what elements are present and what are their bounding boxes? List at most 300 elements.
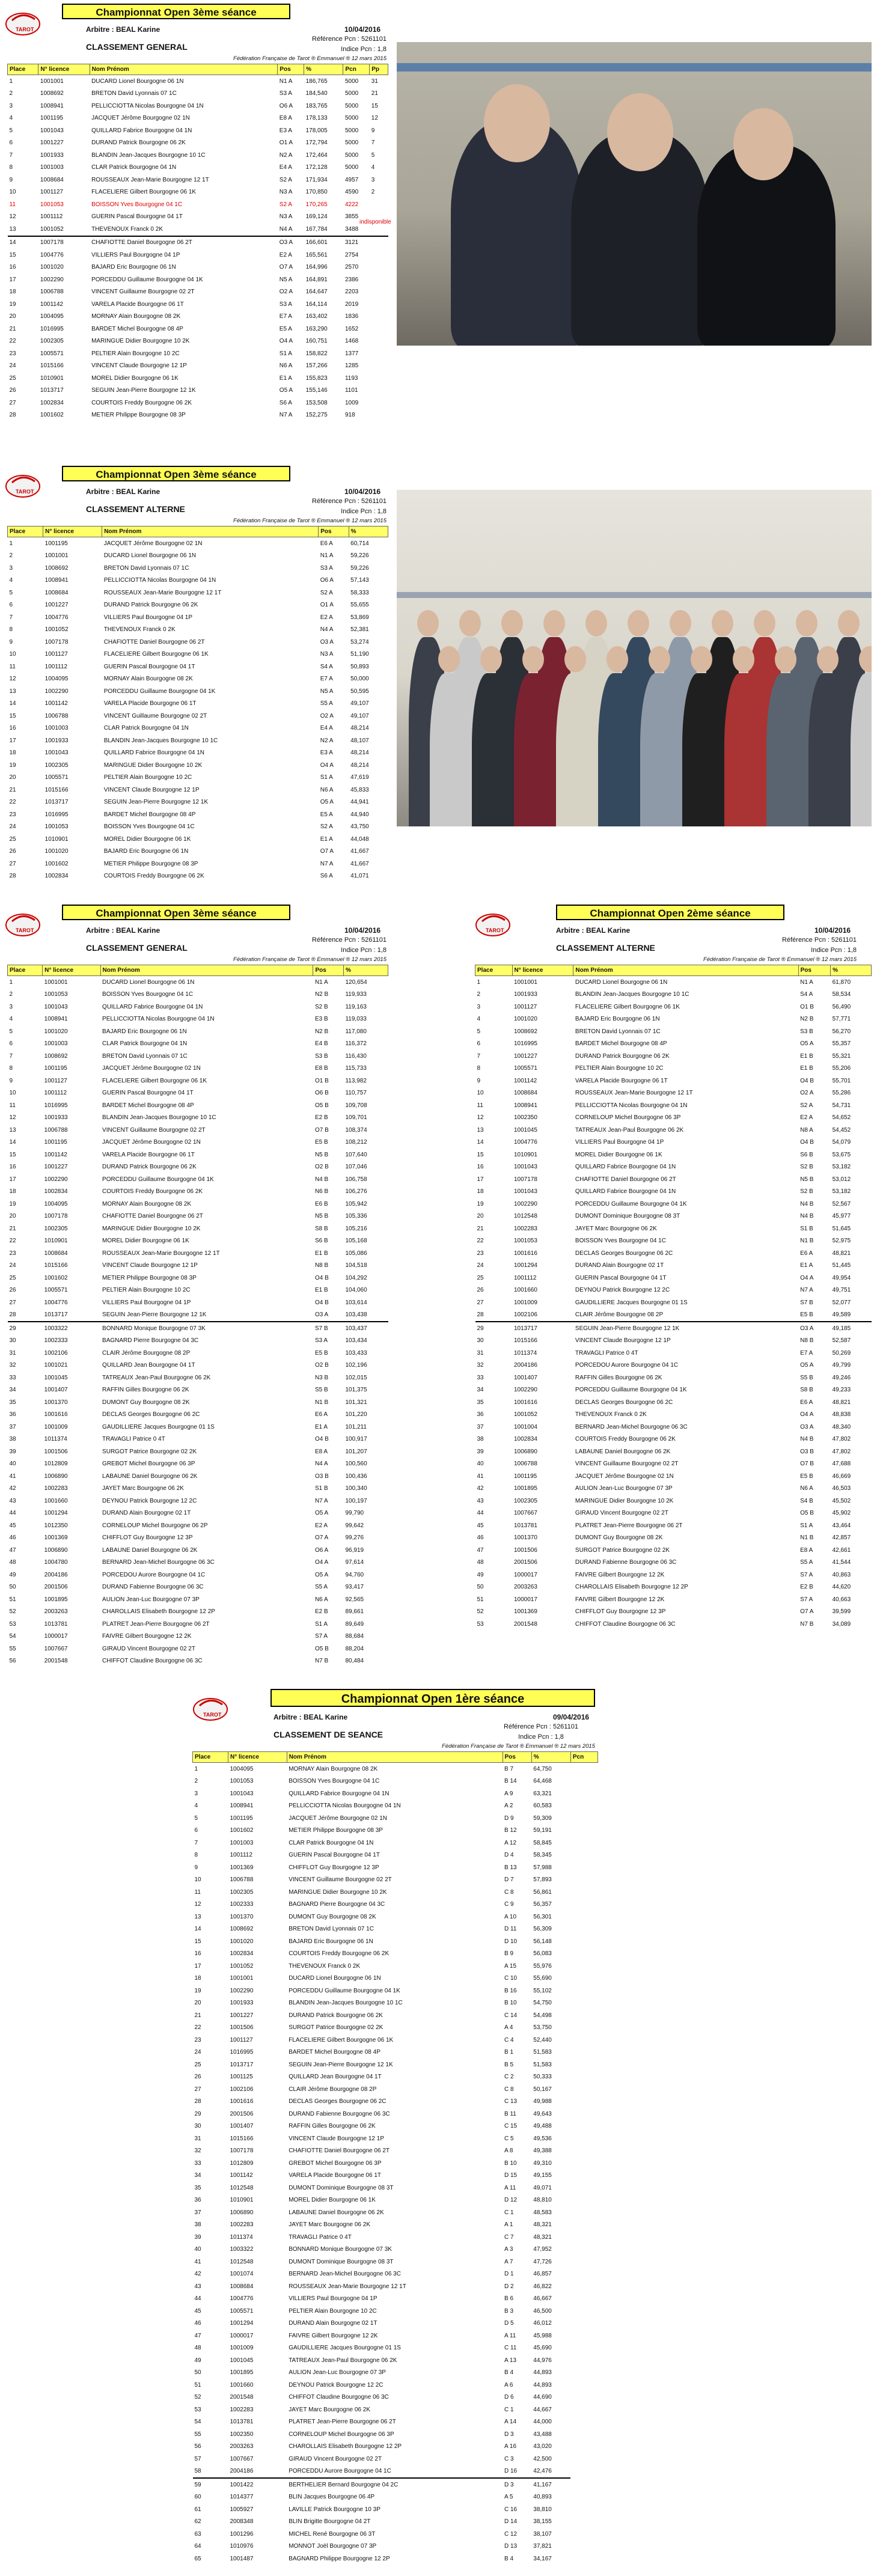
table-cell: 36 — [194, 2197, 201, 2204]
results-table — [7, 526, 388, 882]
table-cell: 110,757 — [345, 1090, 367, 1097]
table-cell: 59,226 — [350, 564, 369, 572]
table-row — [193, 1911, 598, 1923]
table-cell: 13 — [194, 1913, 201, 1920]
table-cell: 3 — [371, 176, 375, 183]
table-cell: 88,684 — [345, 1633, 364, 1640]
table-cell: 1007178 — [44, 1213, 68, 1220]
table-row — [8, 1519, 388, 1532]
table-cell: 1010901 — [40, 374, 64, 382]
table-cell: 12 — [9, 213, 16, 221]
table-cell: E6 A — [314, 1411, 328, 1418]
table-cell: 54 — [9, 1633, 16, 1640]
table-cell: C 10 — [504, 1975, 518, 1982]
table-cell: E5 B — [314, 1349, 328, 1357]
table-cell: 1012809 — [230, 2159, 254, 2167]
table-cell: 1001506 — [230, 2024, 254, 2031]
table-cell: 1009 — [344, 399, 359, 406]
table-cell: 7 — [194, 1839, 198, 1846]
table-cell: 166,601 — [305, 239, 328, 246]
table-cell: 56,083 — [533, 1950, 552, 1958]
table-row — [8, 1322, 388, 1335]
table-cell: 29 — [194, 2110, 201, 2117]
table-cell: 1004776 — [514, 1139, 537, 1146]
table-cell: DURAND Fabienne Bourgogne 06 3C — [289, 2110, 390, 2117]
table-cell: 89,649 — [345, 1620, 364, 1628]
table-cell: PLATRET Jean-Pierre Bourgogne 06 2T — [102, 1620, 210, 1628]
table-cell: 63 — [194, 2530, 201, 2538]
table-row — [193, 1985, 598, 1997]
table-cell: 51,583 — [533, 2061, 552, 2068]
table-cell: 23 — [477, 1250, 484, 1257]
table-cell: B 7 — [504, 1765, 514, 1772]
table-cell: JAYET Marc Bourgogne 06 2K — [102, 1485, 184, 1492]
table-cell — [370, 286, 388, 299]
federation-note: Fédération Française de Tarot ® Emmanuel ® 12 mars 2015 — [703, 956, 857, 963]
table-cell: 49,246 — [832, 1374, 851, 1381]
table-cell: 65 — [194, 2555, 201, 2562]
table-row — [193, 2194, 598, 2207]
table-cell: 24 — [194, 2049, 201, 2056]
table-cell: 183,765 — [305, 102, 328, 109]
table-cell: JACQUET Jérôme Bourgogne 02 1N — [575, 1473, 674, 1480]
table-cell: 55,976 — [533, 1962, 552, 1970]
table-row — [8, 649, 388, 661]
table-cell: 6 — [194, 1827, 198, 1834]
table-row — [8, 685, 388, 698]
table-cell: 43,488 — [533, 2431, 552, 2438]
table-cell: 46 — [477, 1534, 484, 1542]
table-cell: 1002290 — [44, 688, 69, 695]
table-cell: 1008692 — [514, 1028, 537, 1035]
table-cell: 1001195 — [44, 540, 68, 547]
table-cell: N3 A — [279, 213, 293, 221]
table-cell: 9 — [9, 1077, 13, 1084]
table-cell: 11 — [194, 1888, 201, 1896]
table-cell: 50 — [9, 1584, 16, 1591]
table-cell: 46,669 — [832, 1473, 851, 1480]
table-cell: 5000 — [344, 78, 359, 85]
table-cell: 28 — [475, 1309, 513, 1322]
table-cell: 1001052 — [230, 1962, 254, 1970]
table-cell: 32 — [9, 1362, 16, 1369]
table-cell: E4 B — [314, 1040, 328, 1048]
table-cell: 49,107 — [350, 700, 369, 707]
table-row — [193, 1812, 598, 1825]
table-row — [475, 1087, 872, 1100]
table-cell: 50,167 — [533, 2086, 552, 2093]
table-cell: 1013781 — [230, 2419, 254, 2426]
table-cell: 1001369 — [230, 1864, 254, 1871]
table-header — [475, 965, 872, 976]
table-row — [475, 1581, 872, 1594]
table-row — [8, 137, 388, 150]
table-cell: 1002290 — [514, 1387, 537, 1394]
table-cell: 160,751 — [305, 338, 328, 345]
table-cell: 50,269 — [832, 1349, 851, 1357]
table-cell: 35 — [9, 1399, 16, 1406]
table-cell: CHIFFOT Claudine Bourgogne 06 3C — [289, 2394, 389, 2401]
table-cell: 1001407 — [44, 1387, 68, 1394]
table-cell: O7 B — [800, 1460, 814, 1468]
table-cell: 108,374 — [345, 1126, 367, 1134]
table-cell: 99,276 — [345, 1534, 364, 1542]
table-cell: 8 — [9, 1065, 13, 1072]
table-cell: 1001616 — [514, 1250, 537, 1257]
table-cell: BARDET Michel Bourgogne 08 4P — [289, 2049, 380, 2056]
table-cell: 1016995 — [44, 811, 69, 818]
table-cell: 41,667 — [350, 848, 369, 855]
table-cell: THEVENOUX Franck 0 2K — [289, 1962, 361, 1970]
table-cell: 19 — [194, 1987, 201, 1994]
table-cell: 60,583 — [533, 1802, 552, 1810]
table-row — [8, 409, 388, 422]
table-row — [475, 1309, 872, 1322]
table-cell: 5 — [9, 127, 13, 134]
table-cell: 93,417 — [345, 1584, 364, 1591]
table-cell: 36 — [9, 1411, 16, 1418]
table-cell: 1001895 — [44, 1596, 68, 1603]
table-cell: 48 — [477, 1559, 484, 1566]
table-cell: 44,893 — [533, 2369, 552, 2376]
table-cell: 1001052 — [38, 223, 90, 236]
table-cell: 1001003 — [40, 164, 64, 171]
table-cell: TRAVAGLI Patrice 0 4T — [102, 1436, 165, 1443]
table-cell: 1008684 — [230, 2283, 254, 2290]
table-row — [193, 2330, 598, 2342]
table-cell: JACQUET Jérôme Bourgogne 02 1N — [289, 1814, 387, 1822]
table-cell: S3 A — [314, 1337, 328, 1344]
table-cell: E7 A — [279, 313, 292, 320]
table-cell: O2 A — [279, 288, 293, 296]
table-cell: VINCENT Claude Bourgogne 12 1P — [102, 1262, 198, 1269]
table-cell: S6 A — [320, 873, 333, 880]
table-cell: O5 A — [320, 799, 334, 806]
table-cell: DUMONT Guy Bourgogne 08 2K — [289, 1913, 376, 1920]
table-row — [8, 236, 388, 249]
table-row — [8, 1038, 388, 1051]
table-cell: 43,464 — [832, 1522, 851, 1529]
table-row — [8, 1260, 388, 1272]
table-row — [8, 624, 388, 636]
table-cell: VILLIERS Paul Bourgogne 04 1P — [102, 1299, 191, 1306]
table-cell: S7 A — [800, 1596, 813, 1603]
table-cell: O2 A — [320, 712, 334, 719]
column-header: Pcn — [570, 1752, 597, 1763]
table-cell: MORNAY Alain Bourgogne 08 2K — [91, 313, 181, 320]
table-cell: QUILLARD Fabrice Bourgogne 04 1N — [289, 1790, 390, 1797]
table-cell: 157,266 — [305, 362, 328, 370]
table-cell: CLAR Patrick Bourgogne 04 1N — [103, 725, 189, 732]
table-cell: 46,500 — [533, 2307, 552, 2315]
table-row — [8, 661, 388, 673]
table-cell: 1015166 — [44, 1262, 68, 1269]
table-cell: BOISSON Yves Bourgogne 04 1C — [102, 991, 194, 998]
table-cell: PORCEDOU Aurore Bourgogne 04 1C — [102, 1571, 206, 1578]
table-cell: DUCARD Lionel Bourgogne 06 1N — [103, 552, 197, 560]
table-cell: O5 A — [279, 387, 293, 394]
table-cell: 1006788 — [40, 288, 64, 296]
table-cell: 50 — [194, 2369, 201, 2376]
table-cell: 5000 — [344, 127, 359, 134]
table-cell: 1008684 — [40, 176, 64, 183]
table-cell: CLAR Patrick Bourgogne 04 1N — [289, 1839, 374, 1846]
table-cell: LABAUNE Daniel Bourgogne 06 2K — [102, 1473, 198, 1480]
table-cell: 52,077 — [832, 1299, 851, 1306]
table-cell: C 12 — [504, 2530, 518, 2538]
table-cell: 37 — [9, 1423, 16, 1430]
table-cell: 1001506 — [44, 1448, 68, 1455]
table-cell: DURAND Patrick Bourgogne 06 2K — [102, 1164, 197, 1171]
table-cell: 172,128 — [305, 164, 328, 171]
table-cell: BERNARD Jean-Michel Bourgogne 06 3C — [102, 1559, 215, 1566]
table-row — [8, 1593, 388, 1606]
table-row — [8, 298, 388, 311]
table-cell: 25 — [194, 2061, 201, 2068]
table-cell: 44,976 — [533, 2357, 552, 2364]
table-row — [193, 2367, 598, 2379]
table-row — [193, 2219, 598, 2232]
table-cell: E1 B — [314, 1287, 328, 1294]
table-cell: N6 A — [320, 786, 334, 793]
table-cell: 19 — [477, 1200, 484, 1207]
table-cell: BARDET Michel Bourgogne 08 4P — [91, 325, 183, 332]
table-cell: 97,614 — [345, 1559, 364, 1566]
table-cell: 1001004 — [514, 1423, 537, 1430]
table-cell: 30 — [9, 1337, 16, 1344]
table-cell: 1001074 — [230, 2271, 254, 2278]
table-cell: E7 A — [800, 1349, 813, 1357]
table-cell: N5 B — [314, 1213, 329, 1220]
table-cell: 109,708 — [345, 1102, 367, 1109]
table-cell: 55,690 — [533, 1975, 552, 1982]
table-cell: N2 A — [320, 737, 334, 744]
table-cell: 5000 — [344, 102, 359, 109]
table-cell: 29 — [477, 1325, 484, 1332]
table-cell: 1001616 — [514, 1399, 537, 1406]
table-cell: A 11 — [504, 2332, 516, 2339]
table-cell: 1001660 — [44, 1497, 68, 1504]
table-cell: 5 — [194, 1814, 198, 1822]
table-cell: 92,565 — [345, 1596, 364, 1603]
table-cell — [370, 298, 388, 311]
table-cell: 1002834 — [514, 1436, 537, 1443]
table-cell: CHAFIOTTE Daniel Bourgogne 06 2T — [575, 1176, 676, 1183]
table-row — [8, 1137, 388, 1149]
table-row — [193, 1997, 598, 2010]
table-header — [8, 64, 388, 75]
table-cell: 49,107 — [350, 712, 369, 719]
table-row — [8, 710, 388, 722]
table-cell: DURAND Patrick Bourgogne 06 2K — [91, 139, 186, 147]
table-cell: GAUDILLIERE Jacques Bourgogne 01 1S — [289, 2345, 401, 2352]
table-cell: 1008692 — [230, 1926, 254, 1933]
table-cell: 17 — [9, 737, 16, 744]
table-cell: 18 — [477, 1188, 484, 1195]
table-cell: 1001043 — [230, 1790, 254, 1797]
table-cell: JAYET Marc Bourgogne 06 2K — [575, 1225, 657, 1232]
table-row — [193, 1787, 598, 1800]
table-cell: RAFFIN Gilles Bourgogne 06 2K — [575, 1374, 662, 1381]
table-cell: N3 A — [279, 189, 293, 196]
table-cell: 1002305 — [44, 1225, 68, 1232]
table-cell: BRETON David Lyonnais 07 1C — [102, 1052, 188, 1060]
table-cell: 1008941 — [230, 1802, 254, 1810]
table-cell: 1001616 — [230, 2098, 254, 2105]
table-cell: DUMONT Guy Bourgogne 08 2K — [575, 1534, 663, 1542]
table-cell: 101,220 — [345, 1411, 367, 1418]
table-cell: MARINGUE Didier Bourgogne 10 2K — [91, 338, 190, 345]
table-row — [8, 1161, 388, 1174]
sheet-2 — [5, 466, 390, 887]
table-cell: 14 — [9, 239, 16, 246]
table-row — [193, 2553, 598, 2565]
table-cell: 24 — [9, 362, 16, 370]
table-cell: 8 — [477, 1065, 481, 1072]
table-cell: 1013717 — [44, 799, 69, 806]
table-cell: 2 — [9, 991, 13, 998]
table-row — [475, 1013, 872, 1026]
table-cell: 25 — [9, 835, 16, 843]
table-cell: MOREL Didier Bourgogne 06 1K — [289, 2197, 376, 2204]
table-cell: 5000 — [344, 151, 359, 159]
table-cell: 42,857 — [832, 1534, 851, 1542]
table-cell: 13 — [9, 1126, 16, 1134]
federation-note: Fédération Française de Tarot ® Emmanuel ® 12 mars 2015 — [442, 1743, 595, 1750]
table-cell: SEGUIN Jean-Pierre Bourgogne 12 1K — [91, 387, 196, 394]
table-cell: SEGUIN Jean-Pierre Bourgogne 12 1K — [289, 2061, 393, 2068]
table-cell: MORNAY Alain Bourgogne 08 2K — [102, 1200, 192, 1207]
table-cell: 55,321 — [832, 1052, 851, 1060]
table-cell: 1001112 — [40, 213, 63, 221]
table-row — [8, 261, 388, 274]
table-cell: 2 — [477, 991, 481, 998]
table-cell: 57,893 — [533, 1876, 552, 1884]
table-cell: 1004095 — [40, 313, 64, 320]
tarot-logo-icon — [5, 471, 43, 499]
column-header: % — [531, 1752, 570, 1763]
table-cell: ROUSSEAUX Jean-Marie Bourgogne 12 1T — [575, 1090, 693, 1097]
table-row — [475, 1001, 872, 1013]
table-cell: 22 — [9, 799, 16, 806]
table-row — [193, 2206, 598, 2219]
table-cell: PLATRET Jean-Pierre Bourgogne 06 2T — [289, 2419, 396, 2426]
table-cell: 15 — [477, 1151, 484, 1158]
table-cell: 15 — [9, 251, 16, 258]
table-cell: 2019 — [344, 301, 359, 308]
table-cell: 2001506 — [44, 1584, 68, 1591]
table-cell: BLANDIN Jean-Jacques Bourgogne 10 1C — [91, 151, 206, 159]
table-cell: 101,207 — [345, 1448, 367, 1455]
table-cell: 52,975 — [832, 1238, 851, 1245]
table-row — [8, 1247, 388, 1260]
table-cell: 21 — [9, 786, 16, 793]
table-cell: 21 — [194, 2012, 201, 2019]
table-row — [475, 1235, 872, 1248]
table-cell: 184,540 — [305, 90, 328, 97]
table-row — [193, 2465, 598, 2479]
table-cell: N5 A — [279, 276, 293, 283]
table-cell: 11 — [477, 1102, 483, 1109]
table-cell: CHIFFOT Claudine Bourgogne 06 3C — [102, 1658, 203, 1665]
table-cell: 20 — [9, 774, 16, 781]
table-cell: 52,381 — [350, 626, 369, 633]
table-cell: 1002283 — [514, 1225, 537, 1232]
table-cell: C 16 — [504, 2506, 518, 2513]
table-cell: 10 — [9, 651, 16, 658]
table-cell: METIER Philippe Bourgogne 08 3P — [103, 860, 198, 867]
table-cell: 53,274 — [350, 638, 369, 646]
table-cell: 51 — [194, 2381, 201, 2388]
table-cell: 1013717 — [40, 387, 64, 394]
table-cell: 47,726 — [533, 2258, 552, 2265]
table-cell: 115,733 — [345, 1065, 367, 1072]
table-row — [193, 1973, 598, 1985]
table-cell: 45,977 — [832, 1213, 851, 1220]
table-cell: 1008692 — [40, 90, 64, 97]
table-cell: N3 A — [320, 651, 334, 658]
table-row — [8, 1618, 388, 1631]
table-cell: 1006788 — [514, 1460, 537, 1468]
table-cell: FLACELIERE Gilbert Bourgogne 06 1K — [102, 1077, 207, 1084]
table-cell: 44 — [194, 2295, 201, 2303]
table-cell: 106,276 — [345, 1188, 367, 1195]
table-cell: 1002350 — [230, 2431, 254, 2438]
table-row — [8, 611, 388, 624]
table-cell: A 13 — [504, 2357, 517, 2364]
table-cell: BLANDIN Jean-Jacques Bourgogne 10 1C — [575, 991, 689, 998]
table-cell: 116,430 — [345, 1052, 367, 1060]
table-cell: D 2 — [504, 2283, 514, 2290]
logo-text: TAROT — [486, 927, 504, 933]
table-cell: 51,583 — [533, 2049, 552, 2056]
table-cell: N8 B — [314, 1262, 329, 1269]
table-cell: 171,934 — [305, 176, 328, 183]
arbitre-label: Arbitre : BEAL Karine — [273, 1713, 348, 1721]
table-cell: 106,758 — [345, 1176, 367, 1183]
table-cell: 4 — [371, 164, 375, 171]
table-cell: B 11 — [504, 2110, 516, 2117]
table-cell: S5 A — [314, 1584, 328, 1591]
table-cell: 103,433 — [345, 1349, 367, 1357]
table-cell: 21 — [9, 325, 16, 332]
table-cell: S2 A — [800, 1102, 813, 1109]
table-row — [8, 636, 388, 649]
table-row — [475, 1409, 872, 1421]
table-cell: 25 — [9, 1274, 16, 1281]
table-row — [8, 1445, 388, 1458]
table-cell: 105,216 — [345, 1225, 367, 1232]
table-row — [475, 1260, 872, 1272]
table-cell: 34 — [477, 1387, 484, 1394]
table-cell: MOREL Didier Bourgogne 06 1K — [102, 1238, 189, 1245]
column-header: Place — [193, 1752, 228, 1763]
table-cell: S2 B — [314, 1003, 328, 1010]
table-cell: 30 — [477, 1337, 484, 1344]
indice-pcn: Indice Pcn : 1,8 — [811, 947, 857, 954]
date-label: 10/04/2016 — [814, 926, 851, 935]
table-cell: 53 — [194, 2406, 201, 2413]
table-cell: 54,452 — [832, 1126, 851, 1134]
page-title: Championnat Open 1ère séance — [270, 1689, 595, 1707]
table-cell: 49 — [9, 1571, 16, 1578]
table-cell: 102,196 — [345, 1362, 367, 1369]
column-header: Place — [8, 526, 43, 537]
table-cell: B 12 — [504, 1827, 517, 1834]
table-cell: O4 A — [314, 1559, 329, 1566]
table-cell: 57 — [194, 2455, 201, 2462]
table-cell: 1010976 — [230, 2543, 254, 2550]
